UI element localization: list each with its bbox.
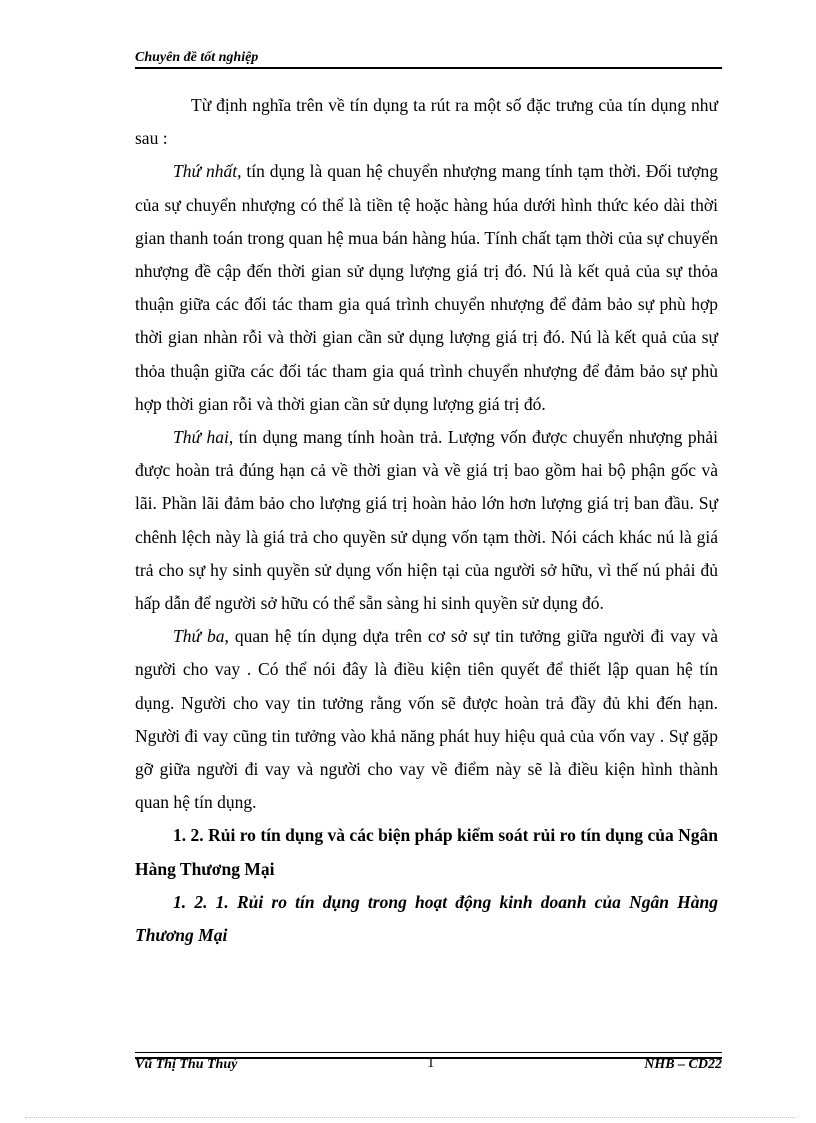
lead-first: Thứ nhất — [173, 161, 238, 182]
page-footer — [135, 1057, 722, 1077]
paragraph-first-trait — [135, 155, 718, 421]
page-number: 1 — [427, 1055, 435, 1071]
subsection-heading: 1. 2. 1. Rủi ro tín dụng trong hoạt động kinh doanh của Ngân Hàng Thương Mại — [135, 891, 718, 946]
header-title: Chuyên đề tốt nghiệp — [135, 50, 259, 65]
section-heading: 1. 2. Rủi ro tín dụng và các biện pháp kiểm soát rủi ro tín dụng của Ngân Hàng Thương Mại — [135, 825, 718, 879]
paragraph-intro: Từ định nghĩa trên về tín dụng ta rút ra một số đặc trưng của tín dụng như sau : — [135, 95, 718, 149]
text-second: , tín dụng mang tính hoàn trả. Lượng vốn được chuyển nhượng phải được hoàn trả đúng hạn cả về thời gian và về giá trị bao gồm hai bộ phận gốc và lãi. Phần lãi đảm bảo cho lượng giá trị hoàn hảo lớn hơn lượng giá trị ban đầu. Sự chênh lệch này là giá trả cho quyền sử dụng vốn tạm thời. Nói cách khác nú là giá trả cho sự hy sinh quyền sử dụng vốn hiện tại của người sở hữu, vì thế nú phải đủ hấp dẫn để người sở hữu có thể sẵn sàng hi sinh quyền sử dụng đó. — [135, 427, 719, 614]
footer-code: NHB – CD22 — [644, 1057, 722, 1072]
document-body — [135, 89, 718, 952]
paragraph-second-trait — [135, 421, 718, 620]
paragraph-third-trait — [135, 620, 718, 819]
lead-second: Thứ hai — [173, 427, 229, 448]
page-boundary-line — [25, 1117, 795, 1118]
footer-author: Vũ Thị Thu Thuỷ — [135, 1057, 238, 1072]
page-header — [135, 50, 722, 69]
text-third: , quan hệ tín dụng dựa trên cơ sở sự tin tưởng giữa người đi vay và người cho vay . Có thể nói đây là điều kiện tiên quyết để thiết lập quan hệ tín dụng. Người cho vay tin tưởng rằng vốn sẽ được hoàn trả đầy đủ khi đến hạn. Người đi vay cũng tin tưởng vào khả năng phát huy hiệu quả của vốn vay . Sự gặp gỡ giữa người đi vay và người cho vay về điểm này sẽ là điều kiện hình thành quan hệ tín dụng. — [135, 626, 719, 813]
lead-third: Thứ ba — [173, 626, 225, 647]
text-first: , tín dụng là quan hệ chuyển nhượng mang tính tạm thời. Đối tượng của sự chuyển nhượng có thể là tiền tệ hoặc hàng húa dưới hình thức kéo dài thời gian thanh toán trong quan hệ mua bán hàng húa. Tính chất tạm thời của sự chuyển nhượng đề cập đến thời gian sử dụng lượng giá trị đó. Nú là kết quả của sự thỏa thuận giữa các đối tác tham gia quá trình chuyển nhượng để đảm bảo sự phù hợp thời gian nhàn rỗi và thời gian cần sử dụng lượng giá trị đó. Nú là kết quả của sự thỏa thuận giữa các đối tác tham gia quá trình chuyển nhượng để đảm bảo sự phù hợp thời gian rỗi và thời gian cần sử dụng lượng giá trị đó. — [135, 161, 719, 414]
